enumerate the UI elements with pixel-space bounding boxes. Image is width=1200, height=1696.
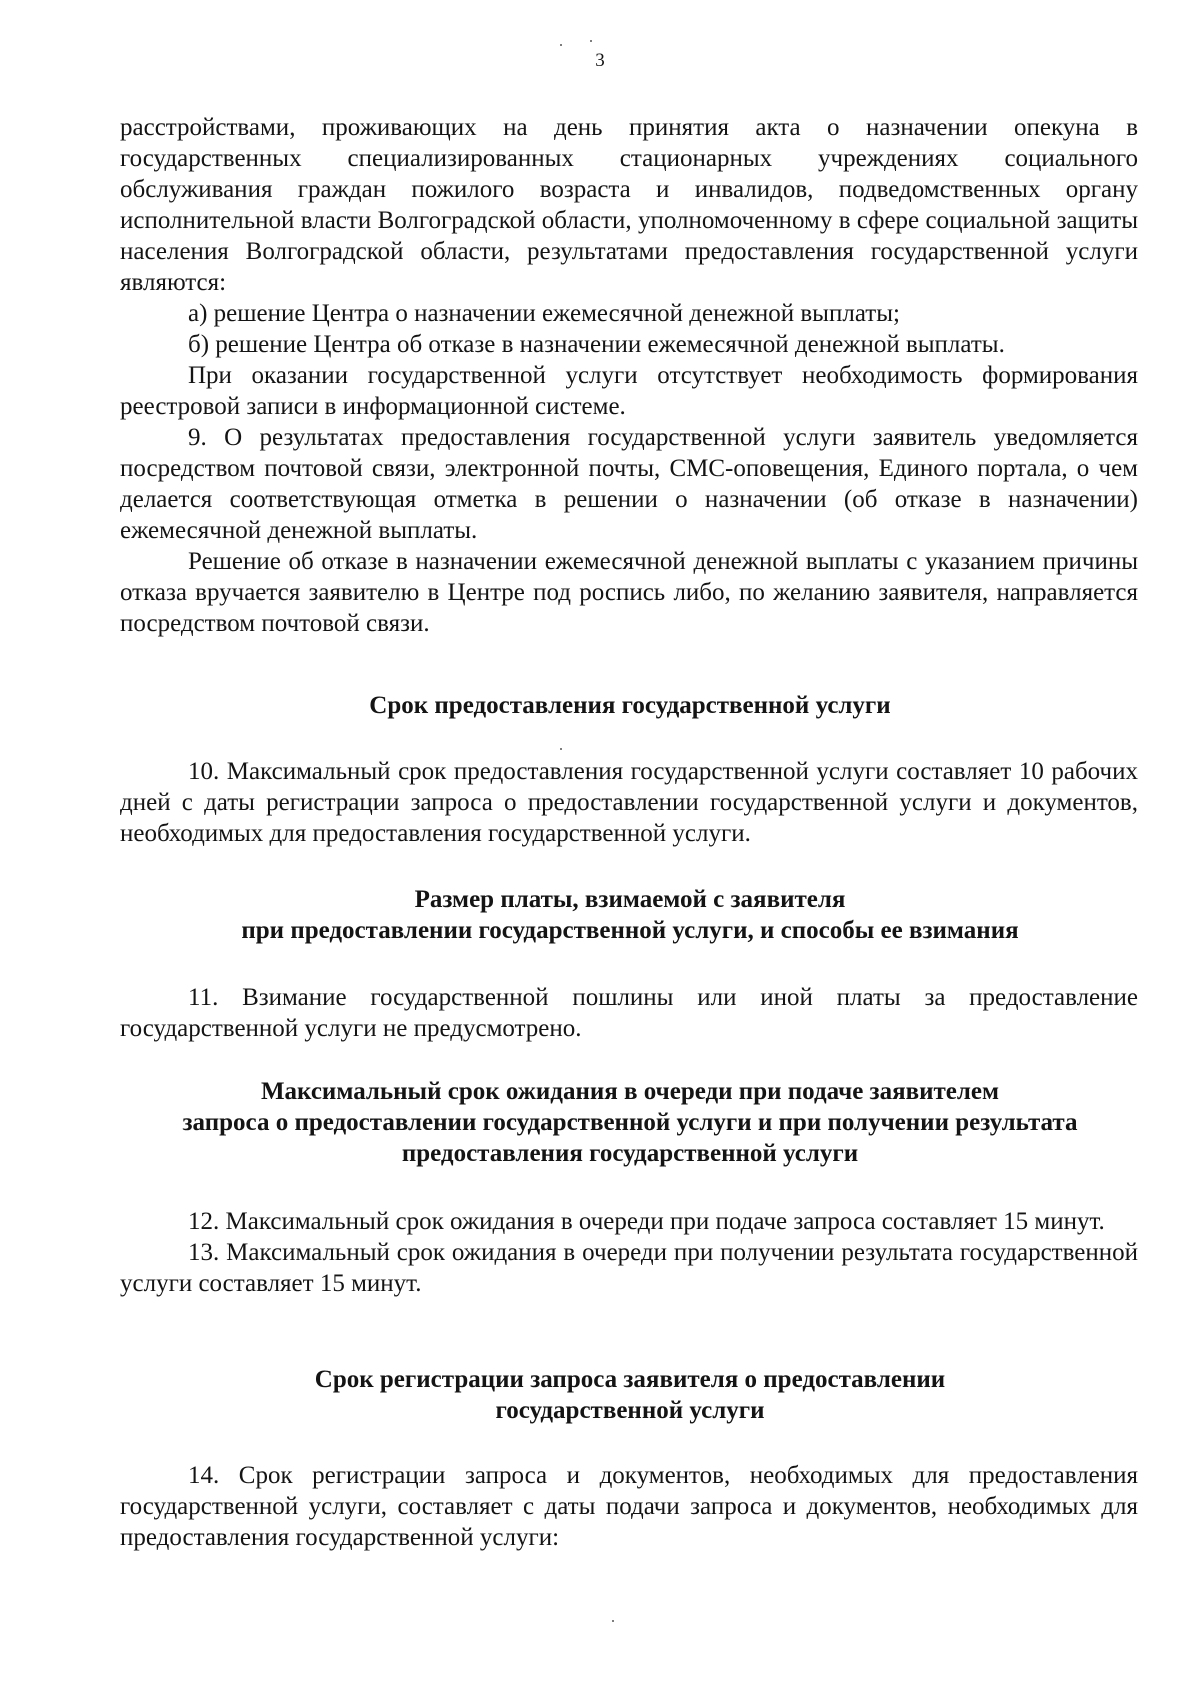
heading-line: предоставления государственной услуги (401, 1140, 859, 1167)
scan-speck (560, 44, 562, 46)
paragraph-10: 10. Максимальный срок предоставления государственной услуги составляет 10 рабочих дней с даты регистрации запроса о предоставлении государственной услуги и документов, необходимых для предоставления государственной услуги. (120, 758, 1138, 847)
heading-fee (110, 884, 1150, 946)
heading-line: запроса о предоставлении государственной услуги и при получении результата (182, 1109, 1078, 1136)
text-block-queue (120, 1206, 1138, 1299)
paragraph-item-a: а) решение Центра о назначении ежемесячной денежной выплаты; (188, 300, 900, 327)
paragraph-14: 14. Срок регистрации запроса и документов, необходимых для предоставления государственной услуги, составляет с даты подачи запроса и документов, необходимых для предоставления государственной услуги: (120, 1462, 1138, 1551)
paragraph-12: 12. Максимальный срок ожидания в очереди при подаче запроса составляет 15 минут. (188, 1208, 1105, 1235)
scan-speck (560, 748, 562, 750)
scan-speck (590, 40, 592, 42)
heading-line: государственной услуги (495, 1397, 765, 1424)
heading-line: при предоставлении государственной услуги, и способы ее взимания (241, 917, 1019, 944)
heading-line: Срок регистрации запроса заявителя о предоставлении (314, 1366, 946, 1393)
page-number: 3 (595, 50, 605, 71)
scan-speck (612, 1620, 614, 1622)
text-block-registration (120, 1460, 1138, 1553)
paragraph-11: 11. Взимание государственной пошлины или иной платы за предоставление государственной услуги не предусмотрено. (120, 984, 1138, 1042)
paragraph-results-intro: расстройствами, проживающих на день принятия акта о назначении опекуна в государственных специализированных стационарных учреждениях социального обслуживания граждан пожилого возраста и инвалидов, подведомственных органу исполнительной власти Волгоградской области, уполномоченному в сфере социальной защиты населения Волгоградской области, результатами предоставления государственной услуги являются: (120, 114, 1138, 296)
text-block-fee (120, 982, 1138, 1044)
paragraph-13: 13. Максимальный срок ожидания в очереди при получении результата государственной услуги составляет 15 минут. (120, 1239, 1138, 1297)
paragraph-registry-note: При оказании государственной услуги отсутствует необходимость формирования реестровой записи в информационной системе. (120, 362, 1138, 420)
heading-line: Срок предоставления государственной услуги (369, 692, 891, 719)
paragraph-item-b: б) решение Центра об отказе в назначении ежемесячной денежной выплаты. (188, 331, 1005, 358)
heading-line: Размер платы, взимаемой с заявителя (414, 886, 846, 913)
heading-queue-time (110, 1076, 1150, 1169)
text-block-results (120, 112, 1138, 639)
heading-registration-term (110, 1364, 1150, 1426)
paragraph-refusal: Решение об отказе в назначении ежемесячной денежной выплаты с указанием причины отказа вручается заявителю в Центре под роспись либо, по желанию заявителя, направляется посредством почтовой связи. (120, 548, 1138, 637)
text-block-term (120, 756, 1138, 849)
paragraph-9: 9. О результатах предоставления государственной услуги заявитель уведомляется посредством почтовой связи, электронной почты, СМС-оповещения, Единого портала, о чем делается соответствующая отметка в решении о назначении (об отказе в назначении) ежемесячной денежной выплаты. (120, 424, 1138, 544)
heading-service-term (110, 690, 1150, 721)
heading-line: Максимальный срок ожидания в очереди при подаче заявителем (260, 1078, 1000, 1105)
